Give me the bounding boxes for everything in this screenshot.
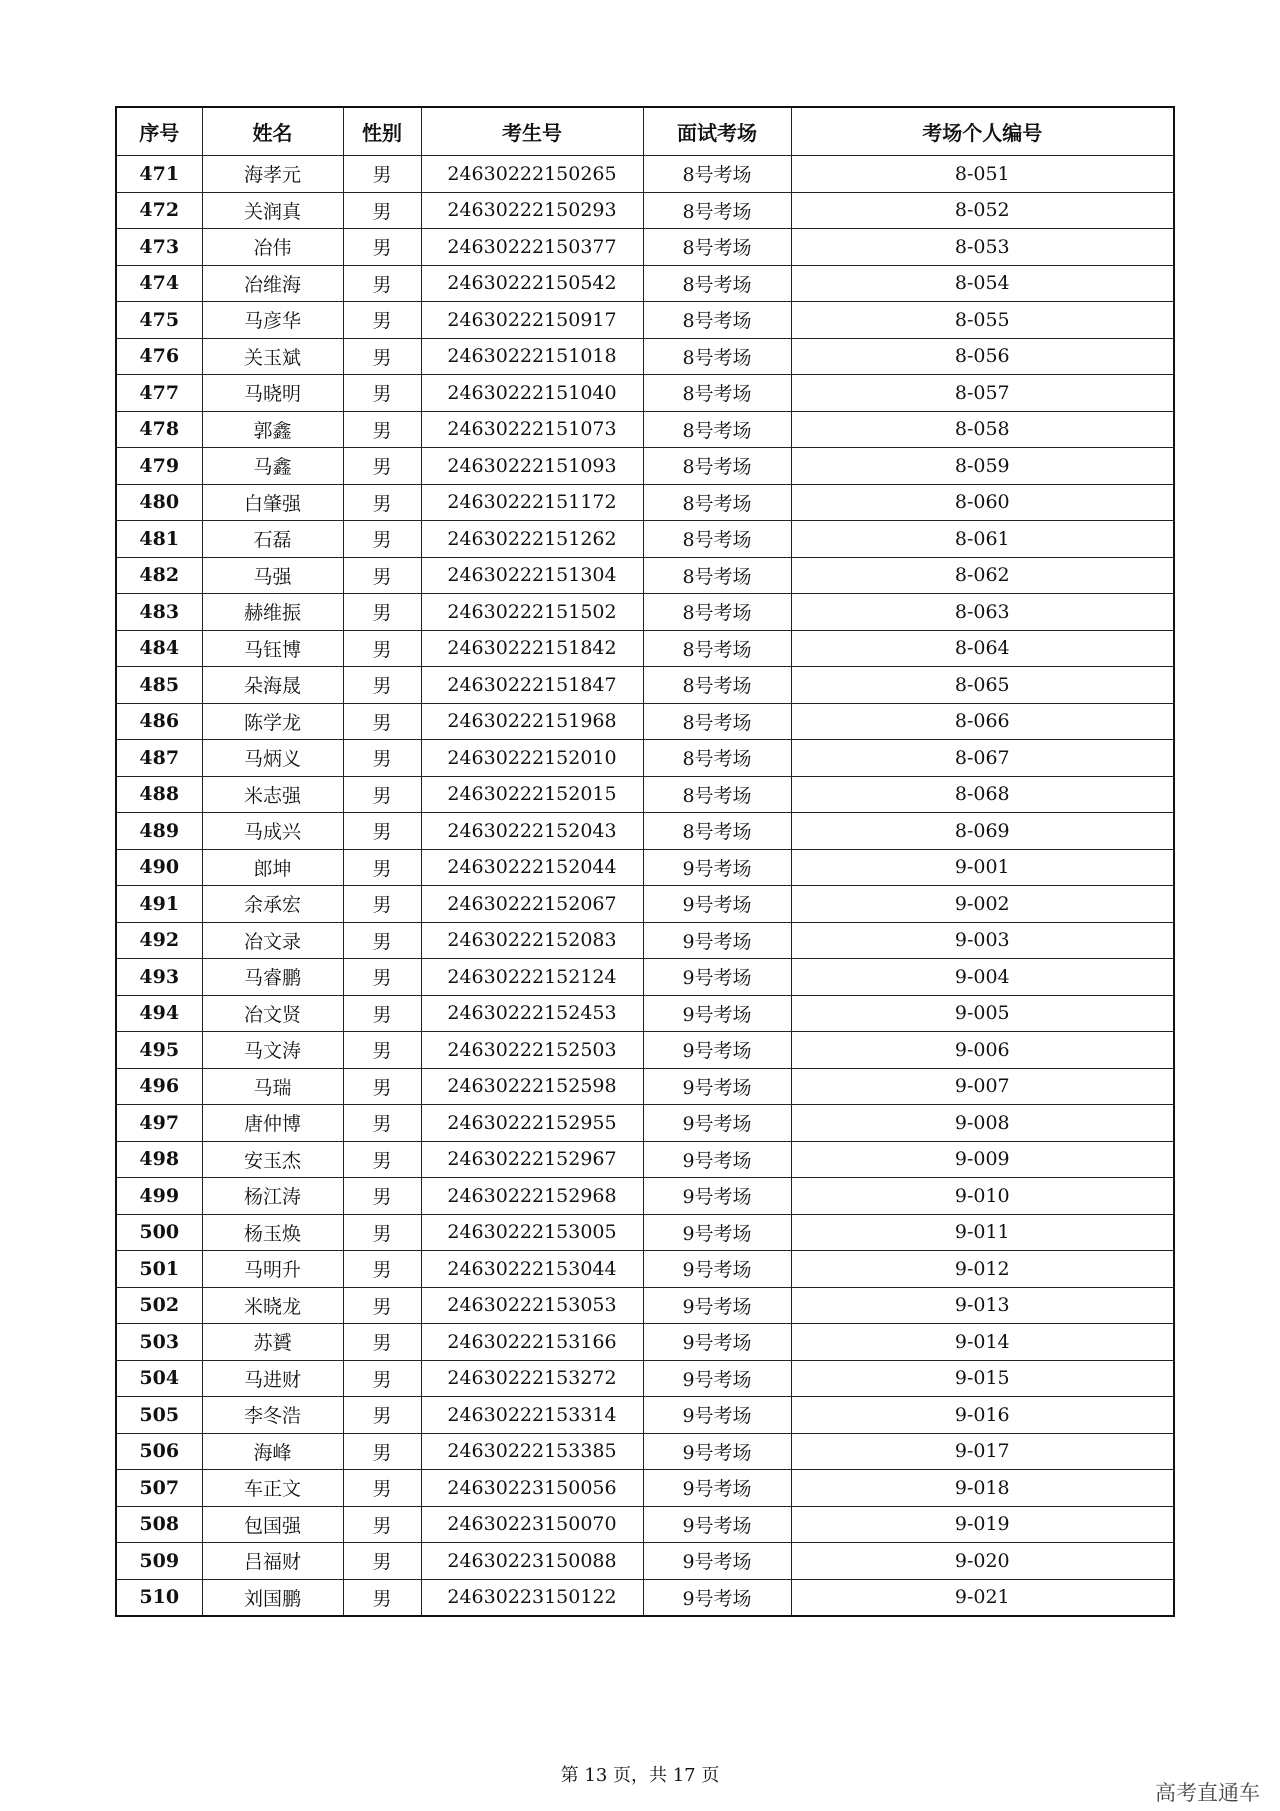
cell-seq: 507 [116,1470,202,1507]
cell-personal-code: 9-010 [791,1178,1174,1215]
cell-name: 马瑞 [202,1068,343,1105]
table-row [116,594,1174,631]
cell-gender: 男 [343,1579,421,1616]
cell-name: 车正文 [202,1470,343,1507]
cell-interview-room: 8号考场 [643,557,791,594]
cell-gender: 男 [343,1360,421,1397]
table-row [116,1324,1174,1361]
cell-name: 余承宏 [202,886,343,923]
cell-gender: 男 [343,594,421,631]
cell-name: 马炳义 [202,740,343,777]
cell-interview-room: 9号考场 [643,1543,791,1580]
table-row [116,703,1174,740]
cell-personal-code: 8-055 [791,302,1174,339]
cell-name: 白肇强 [202,484,343,521]
cell-personal-code: 8-059 [791,448,1174,485]
cell-seq: 504 [116,1360,202,1397]
cell-seq: 478 [116,411,202,448]
cell-personal-code: 9-007 [791,1068,1174,1105]
cell-interview-room: 9号考场 [643,1506,791,1543]
cell-interview-room: 9号考场 [643,1251,791,1288]
cell-gender: 男 [343,375,421,412]
cell-exam-number: 24630222151842 [421,630,643,667]
cell-personal-code: 9-006 [791,1032,1174,1069]
cell-name: 冶文贤 [202,995,343,1032]
table-row [116,1579,1174,1616]
cell-gender: 男 [343,1397,421,1434]
table-row [116,667,1174,704]
cell-interview-room: 8号考场 [643,229,791,266]
cell-exam-number: 24630222153385 [421,1433,643,1470]
cell-gender: 男 [343,776,421,813]
cell-gender: 男 [343,1543,421,1580]
cell-exam-number: 24630222151172 [421,484,643,521]
cell-interview-room: 9号考场 [643,1068,791,1105]
cell-gender: 男 [343,630,421,667]
cell-personal-code: 8-069 [791,813,1174,850]
cell-seq: 494 [116,995,202,1032]
cell-name: 马钰博 [202,630,343,667]
cell-seq: 472 [116,192,202,229]
table-row [116,1433,1174,1470]
cell-name: 马鑫 [202,448,343,485]
cell-gender: 男 [343,265,421,302]
table-row [116,448,1174,485]
cell-personal-code: 8-057 [791,375,1174,412]
cell-seq: 506 [116,1433,202,1470]
cell-personal-code: 9-011 [791,1214,1174,1251]
cell-personal-code: 9-019 [791,1506,1174,1543]
cell-gender: 男 [343,1324,421,1361]
cell-seq: 493 [116,959,202,996]
cell-seq: 502 [116,1287,202,1324]
cell-exam-number: 24630222153053 [421,1287,643,1324]
cell-name: 包国强 [202,1506,343,1543]
cell-seq: 499 [116,1178,202,1215]
cell-seq: 484 [116,630,202,667]
cell-personal-code: 8-067 [791,740,1174,777]
cell-gender: 男 [343,1506,421,1543]
cell-exam-number: 24630222153005 [421,1214,643,1251]
cell-interview-room: 8号考场 [643,411,791,448]
cell-name: 郎坤 [202,849,343,886]
table-row [116,1105,1174,1142]
header-row [116,107,1174,156]
cell-name: 马文涛 [202,1032,343,1069]
cell-seq: 501 [116,1251,202,1288]
cell-exam-number: 24630222151968 [421,703,643,740]
table-row [116,265,1174,302]
cell-gender: 男 [343,1470,421,1507]
table-row [116,557,1174,594]
cell-gender: 男 [343,411,421,448]
cell-name: 关润真 [202,192,343,229]
table-row [116,156,1174,193]
cell-seq: 488 [116,776,202,813]
cell-interview-room: 8号考场 [643,265,791,302]
cell-gender: 男 [343,448,421,485]
cell-seq: 491 [116,886,202,923]
cell-name: 马睿鹏 [202,959,343,996]
cell-exam-number: 24630222151847 [421,667,643,704]
cell-interview-room: 8号考场 [643,630,791,667]
cell-interview-room: 8号考场 [643,703,791,740]
cell-gender: 男 [343,1214,421,1251]
cell-gender: 男 [343,849,421,886]
cell-name: 李冬浩 [202,1397,343,1434]
cell-interview-room: 9号考场 [643,1397,791,1434]
cell-exam-number: 24630222152015 [421,776,643,813]
cell-name: 唐仲博 [202,1105,343,1142]
table-row [116,1251,1174,1288]
cell-seq: 492 [116,922,202,959]
cell-gender: 男 [343,229,421,266]
cell-exam-number: 24630222152955 [421,1105,643,1142]
cell-exam-number: 24630223150070 [421,1506,643,1543]
cell-gender: 男 [343,1287,421,1324]
cell-gender: 男 [343,667,421,704]
cell-interview-room: 8号考场 [643,776,791,813]
cell-seq: 508 [116,1506,202,1543]
cell-interview-room: 8号考场 [643,521,791,558]
table-body [116,156,1174,1617]
table-row [116,338,1174,375]
cell-exam-number: 24630222153314 [421,1397,643,1434]
cell-name: 关玉斌 [202,338,343,375]
cell-gender: 男 [343,1178,421,1215]
table-row [116,375,1174,412]
cell-personal-code: 9-005 [791,995,1174,1032]
cell-seq: 475 [116,302,202,339]
cell-name: 安玉杰 [202,1141,343,1178]
cell-gender: 男 [343,1068,421,1105]
table-row [116,959,1174,996]
cell-personal-code: 9-021 [791,1579,1174,1616]
cell-name: 海孝元 [202,156,343,193]
cell-interview-room: 9号考场 [643,995,791,1032]
cell-exam-number: 24630222151073 [421,411,643,448]
table-row [116,886,1174,923]
cell-exam-number: 24630222153272 [421,1360,643,1397]
cell-personal-code: 9-002 [791,886,1174,923]
cell-interview-room: 9号考场 [643,886,791,923]
cell-interview-room: 9号考场 [643,1105,791,1142]
cell-name: 郭鑫 [202,411,343,448]
cell-personal-code: 9-004 [791,959,1174,996]
cell-interview-room: 9号考场 [643,1214,791,1251]
cell-exam-number: 24630222152083 [421,922,643,959]
cell-exam-number: 24630222150542 [421,265,643,302]
cell-seq: 498 [116,1141,202,1178]
cell-gender: 男 [343,1032,421,1069]
cell-interview-room: 9号考场 [643,1032,791,1069]
table-row [116,1543,1174,1580]
cell-seq: 473 [116,229,202,266]
cell-personal-code: 9-012 [791,1251,1174,1288]
page-number: 第 13 页，共 17 页 [560,1765,720,1786]
table-row [116,630,1174,667]
cell-interview-room: 9号考场 [643,1178,791,1215]
cell-interview-room: 8号考场 [643,740,791,777]
cell-seq: 471 [116,156,202,193]
cell-name: 吕福财 [202,1543,343,1580]
table-row [116,1360,1174,1397]
cell-name: 石磊 [202,521,343,558]
table-row [116,192,1174,229]
cell-exam-number: 24630222151040 [421,375,643,412]
cell-gender: 男 [343,740,421,777]
cell-interview-room: 8号考场 [643,375,791,412]
cell-personal-code: 8-056 [791,338,1174,375]
cell-personal-code: 9-014 [791,1324,1174,1361]
cell-exam-number: 24630222151093 [421,448,643,485]
cell-personal-code: 9-016 [791,1397,1174,1434]
header-name: 姓名 [202,107,343,156]
table-row [116,1214,1174,1251]
cell-name: 马进财 [202,1360,343,1397]
cell-personal-code: 8-051 [791,156,1174,193]
cell-personal-code: 9-009 [791,1141,1174,1178]
cell-personal-code: 8-060 [791,484,1174,521]
cell-exam-number: 24630222152124 [421,959,643,996]
cell-exam-number: 24630222152968 [421,1178,643,1215]
table-header [116,107,1174,156]
cell-exam-number: 24630222150917 [421,302,643,339]
cell-interview-room: 9号考场 [643,849,791,886]
cell-gender: 男 [343,557,421,594]
cell-seq: 500 [116,1214,202,1251]
cell-interview-room: 9号考场 [643,1287,791,1324]
cell-gender: 男 [343,1141,421,1178]
cell-personal-code: 9-013 [791,1287,1174,1324]
cell-personal-code: 8-054 [791,265,1174,302]
cell-seq: 495 [116,1032,202,1069]
cell-interview-room: 8号考场 [643,156,791,193]
cell-gender: 男 [343,995,421,1032]
cell-exam-number: 24630223150088 [421,1543,643,1580]
cell-gender: 男 [343,338,421,375]
cell-name: 冶伟 [202,229,343,266]
cell-personal-code: 8-052 [791,192,1174,229]
cell-exam-number: 24630222151502 [421,594,643,631]
cell-exam-number: 24630222153044 [421,1251,643,1288]
cell-seq: 490 [116,849,202,886]
cell-gender: 男 [343,922,421,959]
cell-name: 冶文录 [202,922,343,959]
cell-exam-number: 24630222152503 [421,1032,643,1069]
cell-exam-number: 24630222151262 [421,521,643,558]
table-row [116,740,1174,777]
cell-seq: 480 [116,484,202,521]
header-gender: 性别 [343,107,421,156]
cell-name: 马明升 [202,1251,343,1288]
table-row [116,411,1174,448]
cell-interview-room: 8号考场 [643,448,791,485]
header-personal-code: 考场个人编号 [791,107,1174,156]
cell-gender: 男 [343,1105,421,1142]
cell-personal-code: 9-017 [791,1433,1174,1470]
table-row [116,995,1174,1032]
cell-interview-room: 8号考场 [643,813,791,850]
cell-name: 杨玉焕 [202,1214,343,1251]
cell-personal-code: 8-053 [791,229,1174,266]
cell-personal-code: 9-020 [791,1543,1174,1580]
table-row [116,1141,1174,1178]
cell-interview-room: 8号考场 [643,338,791,375]
cell-interview-room: 9号考场 [643,1579,791,1616]
cell-interview-room: 8号考场 [643,594,791,631]
cell-exam-number: 24630222151018 [421,338,643,375]
table-row [116,484,1174,521]
cell-gender: 男 [343,192,421,229]
cell-personal-code: 8-068 [791,776,1174,813]
cell-personal-code: 8-065 [791,667,1174,704]
table-row [116,1470,1174,1507]
cell-interview-room: 9号考场 [643,1324,791,1361]
cell-personal-code: 9-008 [791,1105,1174,1142]
cell-seq: 497 [116,1105,202,1142]
cell-interview-room: 8号考场 [643,192,791,229]
table-row [116,1178,1174,1215]
table-row [116,1068,1174,1105]
cell-name: 陈学龙 [202,703,343,740]
cell-name: 马成兴 [202,813,343,850]
cell-name: 海峰 [202,1433,343,1470]
cell-interview-room: 9号考场 [643,959,791,996]
cell-seq: 489 [116,813,202,850]
cell-seq: 485 [116,667,202,704]
cell-name: 苏贇 [202,1324,343,1361]
table-row [116,229,1174,266]
cell-personal-code: 9-001 [791,849,1174,886]
cell-seq: 510 [116,1579,202,1616]
cell-personal-code: 8-058 [791,411,1174,448]
cell-exam-number: 24630222152967 [421,1141,643,1178]
cell-interview-room: 8号考场 [643,484,791,521]
cell-personal-code: 8-061 [791,521,1174,558]
table-row [116,776,1174,813]
cell-name: 赫维振 [202,594,343,631]
cell-exam-number: 24630222150377 [421,229,643,266]
cell-exam-number: 24630222152453 [421,995,643,1032]
cell-interview-room: 8号考场 [643,667,791,704]
cell-seq: 474 [116,265,202,302]
cell-gender: 男 [343,703,421,740]
cell-seq: 481 [116,521,202,558]
cell-interview-room: 8号考场 [643,302,791,339]
cell-name: 马彦华 [202,302,343,339]
table-row [116,813,1174,850]
cell-seq: 477 [116,375,202,412]
cell-gender: 男 [343,813,421,850]
cell-gender: 男 [343,484,421,521]
cell-seq: 479 [116,448,202,485]
cell-gender: 男 [343,1251,421,1288]
cell-gender: 男 [343,302,421,339]
cell-exam-number: 24630222150293 [421,192,643,229]
header-seq: 序号 [116,107,202,156]
cell-exam-number: 24630222152010 [421,740,643,777]
watermark-logo-text: 高考直通车 [1155,1781,1260,1805]
cell-exam-number: 24630222152044 [421,849,643,886]
table-row [116,849,1174,886]
table-row [116,302,1174,339]
cell-exam-number: 24630223150122 [421,1579,643,1616]
cell-seq: 496 [116,1068,202,1105]
cell-gender: 男 [343,886,421,923]
cell-interview-room: 9号考场 [643,1360,791,1397]
cell-exam-number: 24630222152598 [421,1068,643,1105]
cell-name: 马强 [202,557,343,594]
cell-interview-room: 9号考场 [643,1141,791,1178]
cell-name: 米晓龙 [202,1287,343,1324]
candidate-table [115,106,1175,1617]
cell-exam-number: 24630222150265 [421,156,643,193]
cell-name: 马晓明 [202,375,343,412]
cell-name: 刘国鹏 [202,1579,343,1616]
cell-personal-code: 8-063 [791,594,1174,631]
table-row [116,1032,1174,1069]
cell-name: 朵海晟 [202,667,343,704]
table-row [116,1287,1174,1324]
cell-seq: 505 [116,1397,202,1434]
cell-seq: 483 [116,594,202,631]
cell-seq: 482 [116,557,202,594]
cell-interview-room: 9号考场 [643,1470,791,1507]
cell-interview-room: 9号考场 [643,1433,791,1470]
cell-exam-number: 24630222152067 [421,886,643,923]
cell-exam-number: 24630222153166 [421,1324,643,1361]
cell-personal-code: 8-066 [791,703,1174,740]
cell-exam-number: 24630222151304 [421,557,643,594]
cell-personal-code: 8-064 [791,630,1174,667]
cell-seq: 509 [116,1543,202,1580]
table-row [116,922,1174,959]
table-row [116,1506,1174,1543]
table-row [116,1397,1174,1434]
header-interview-room: 面试考场 [643,107,791,156]
table-row [116,521,1174,558]
cell-gender: 男 [343,959,421,996]
cell-exam-number: 24630223150056 [421,1470,643,1507]
cell-seq: 476 [116,338,202,375]
cell-gender: 男 [343,156,421,193]
cell-name: 杨江涛 [202,1178,343,1215]
cell-personal-code: 9-003 [791,922,1174,959]
cell-name: 米志强 [202,776,343,813]
cell-personal-code: 8-062 [791,557,1174,594]
header-exam-number: 考生号 [421,107,643,156]
cell-gender: 男 [343,521,421,558]
cell-seq: 503 [116,1324,202,1361]
cell-seq: 486 [116,703,202,740]
cell-name: 冶维海 [202,265,343,302]
cell-interview-room: 9号考场 [643,922,791,959]
cell-personal-code: 9-015 [791,1360,1174,1397]
cell-gender: 男 [343,1433,421,1470]
cell-personal-code: 9-018 [791,1470,1174,1507]
cell-exam-number: 24630222152043 [421,813,643,850]
cell-seq: 487 [116,740,202,777]
